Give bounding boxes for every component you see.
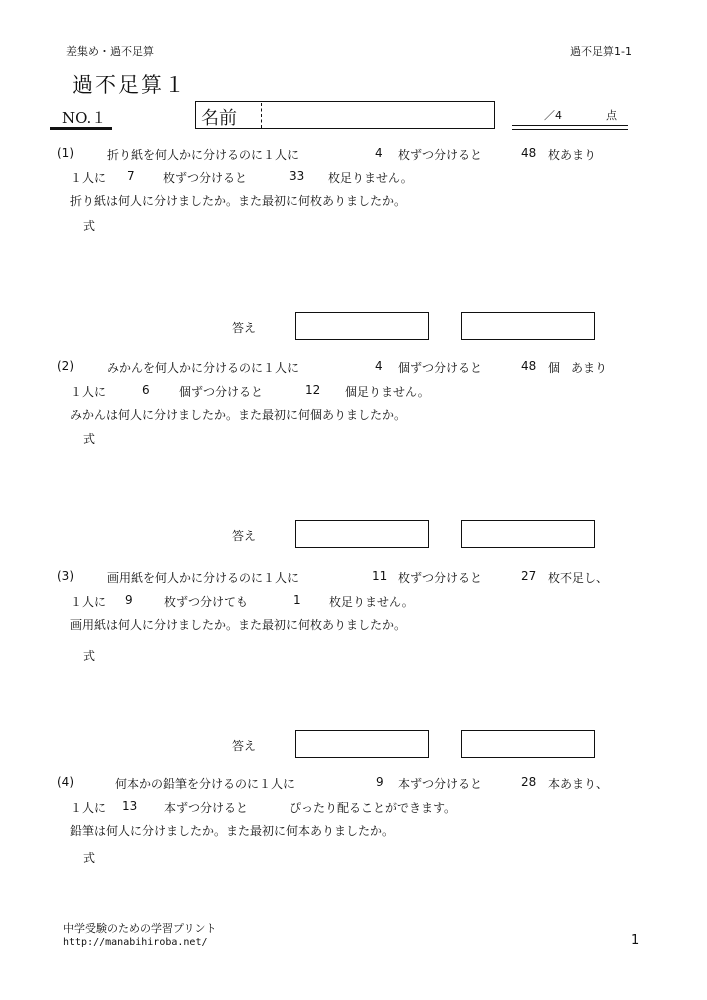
score-line-1 (512, 125, 628, 126)
name-label: 名前 (201, 108, 237, 129)
problem-text: 折り紙を何人かに分けるのに１人に (107, 148, 300, 162)
problem-text: 本ずつ分けると (398, 777, 483, 791)
formula-label: 式 (83, 649, 96, 663)
answer-box-1[interactable] (295, 312, 429, 340)
problem-text: 枚足りません。 (329, 595, 414, 609)
problem-text: 枚足りません。 (328, 171, 413, 185)
footer-url[interactable]: http://manabihiroba.net/ (63, 937, 208, 948)
header-left: 差集め・過不足算 (66, 45, 154, 58)
problem-value: 12 (305, 383, 321, 397)
answer-label: 答え (232, 529, 257, 543)
problem-text: 枚ずつ分けると (163, 171, 248, 185)
page-number: 1 (631, 933, 640, 948)
number-underline (50, 127, 112, 130)
problem-text: １人に (70, 595, 107, 609)
problem-value: 4 (375, 146, 383, 160)
problem-text: 画用紙を何人かに分けるのに１人に (107, 571, 300, 585)
number-label: NO.１ (62, 109, 107, 127)
header-right: 過不足算1-1 (570, 45, 632, 58)
problem-text: １人に (70, 801, 107, 815)
problem-value: 9 (125, 593, 133, 607)
problem-number: (1) (57, 146, 74, 160)
problem-number: (3) (57, 569, 74, 583)
problem-text: 個ずつ分けると (179, 385, 264, 399)
formula-label: 式 (83, 432, 96, 446)
page-title: 過不足算１ (72, 73, 187, 97)
problem-text: みかんを何人かに分けるのに１人に (107, 361, 300, 375)
problem-text: 枚あまり (548, 148, 597, 162)
score-total: ／4 (544, 109, 562, 122)
answer-box-2[interactable] (461, 730, 595, 758)
formula-label: 式 (83, 219, 96, 233)
problem-value: 4 (375, 359, 383, 373)
problem-value: 48 (521, 359, 537, 373)
problem-question: みかんは何人に分けましたか。また最初に何個ありましたか。 (70, 408, 407, 422)
problem-question: 折り紙は何人に分けましたか。また最初に何枚ありましたか。 (70, 194, 407, 208)
problem-value: 33 (289, 169, 305, 183)
problem-text: 個 (548, 361, 561, 375)
problem-text: １人に (70, 385, 107, 399)
footer-title: 中学受験のための学習プリント (63, 922, 217, 935)
problem-value: 7 (127, 169, 135, 183)
problem-text: 枚ずつ分けると (398, 148, 483, 162)
problem-question: 画用紙は何人に分けましたか。また最初に何枚ありましたか。 (70, 618, 407, 632)
problem-text: 枚ずつ分けても (164, 595, 249, 609)
problem-question: 鉛筆は何人に分けましたか。また最初に何本ありましたか。 (70, 824, 395, 838)
problem-value: 9 (376, 775, 384, 789)
problem-text: 何本かの鉛筆を分けるのに１人に (115, 777, 296, 791)
problem-text: 枚不足し、 (548, 571, 609, 585)
problem-value: 28 (521, 775, 537, 789)
answer-box-2[interactable] (461, 520, 595, 548)
problem-text: 個ずつ分けると (398, 361, 483, 375)
answer-label: 答え (232, 739, 257, 753)
problem-text: 枚ずつ分けると (398, 571, 483, 585)
name-field[interactable] (195, 101, 495, 129)
score-line-2 (512, 129, 628, 130)
score-unit: 点 (606, 109, 617, 122)
answer-box-1[interactable] (295, 730, 429, 758)
problem-text: 個足りません。 (345, 385, 430, 399)
problem-number: (2) (57, 359, 74, 373)
problem-value: 1 (293, 593, 301, 607)
problem-text: あまり (571, 361, 608, 375)
problem-text: ぴったり配ることができます。 (289, 801, 457, 815)
problem-value: 13 (122, 799, 138, 813)
problem-value: 27 (521, 569, 537, 583)
problem-text: １人に (70, 171, 107, 185)
answer-box-1[interactable] (295, 520, 429, 548)
problem-value: 48 (521, 146, 537, 160)
problem-value: 6 (142, 383, 150, 397)
formula-label: 式 (83, 851, 96, 865)
problem-text: 本あまり、 (548, 777, 609, 791)
name-divider (261, 103, 262, 128)
problem-number: (4) (57, 775, 74, 789)
answer-box-2[interactable] (461, 312, 595, 340)
answer-label: 答え (232, 321, 257, 335)
problem-text: 本ずつ分けると (164, 801, 249, 815)
problem-value: 11 (372, 569, 388, 583)
